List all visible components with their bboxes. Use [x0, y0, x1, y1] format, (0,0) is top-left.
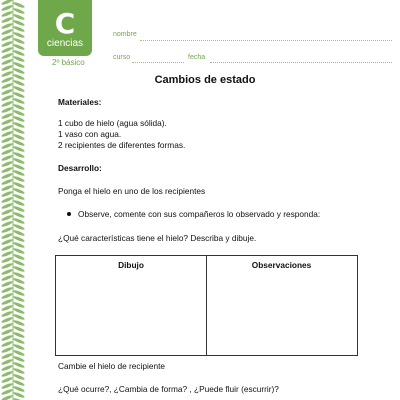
- bullet-instruction: Observe, comente con sus compañeros lo observado y responda:: [78, 209, 321, 219]
- question-1: ¿Qué características tiene el hielo? Describa y dibuje.: [58, 233, 257, 243]
- materials-item: 1 cubo de hielo (agua sólida).: [58, 118, 167, 128]
- instruction-step-2: Cambie el hielo de recipiente: [58, 361, 166, 371]
- drawing-cell[interactable]: [56, 256, 206, 355]
- leaf-border-decoration: [0, 0, 26, 400]
- subject-label: ciencias: [46, 38, 84, 49]
- observation-table: [55, 255, 358, 356]
- subject-letter: C: [54, 7, 76, 40]
- course-line[interactable]: [132, 62, 184, 63]
- table-header-observations: Observaciones: [251, 260, 312, 270]
- materials-item: 2 recipientes de diferentes formas.: [58, 140, 186, 150]
- name-label: nombre: [113, 31, 137, 38]
- materials-heading: Materiales:: [58, 97, 102, 107]
- page-title: Cambios de estado: [154, 74, 256, 86]
- table-header-drawing: Dibujo: [118, 260, 144, 270]
- date-line[interactable]: [210, 62, 392, 63]
- date-label: fecha: [188, 54, 206, 61]
- materials-item: 1 vaso con agua.: [58, 129, 122, 139]
- question-2: ¿Qué ocurre?, ¿Cambia de forma? , ¿Puede fluir (escurrir)?: [58, 384, 279, 394]
- observations-cell[interactable]: [206, 256, 357, 355]
- development-heading: Desarrollo:: [58, 163, 102, 173]
- grade-label: 2º básico: [52, 58, 85, 67]
- name-line[interactable]: [140, 40, 392, 41]
- bullet-icon: [67, 212, 71, 216]
- instruction-step-1: Ponga el hielo en uno de los recipientes: [58, 186, 206, 196]
- subject-badge: [38, 0, 92, 56]
- course-label: curso: [113, 54, 131, 61]
